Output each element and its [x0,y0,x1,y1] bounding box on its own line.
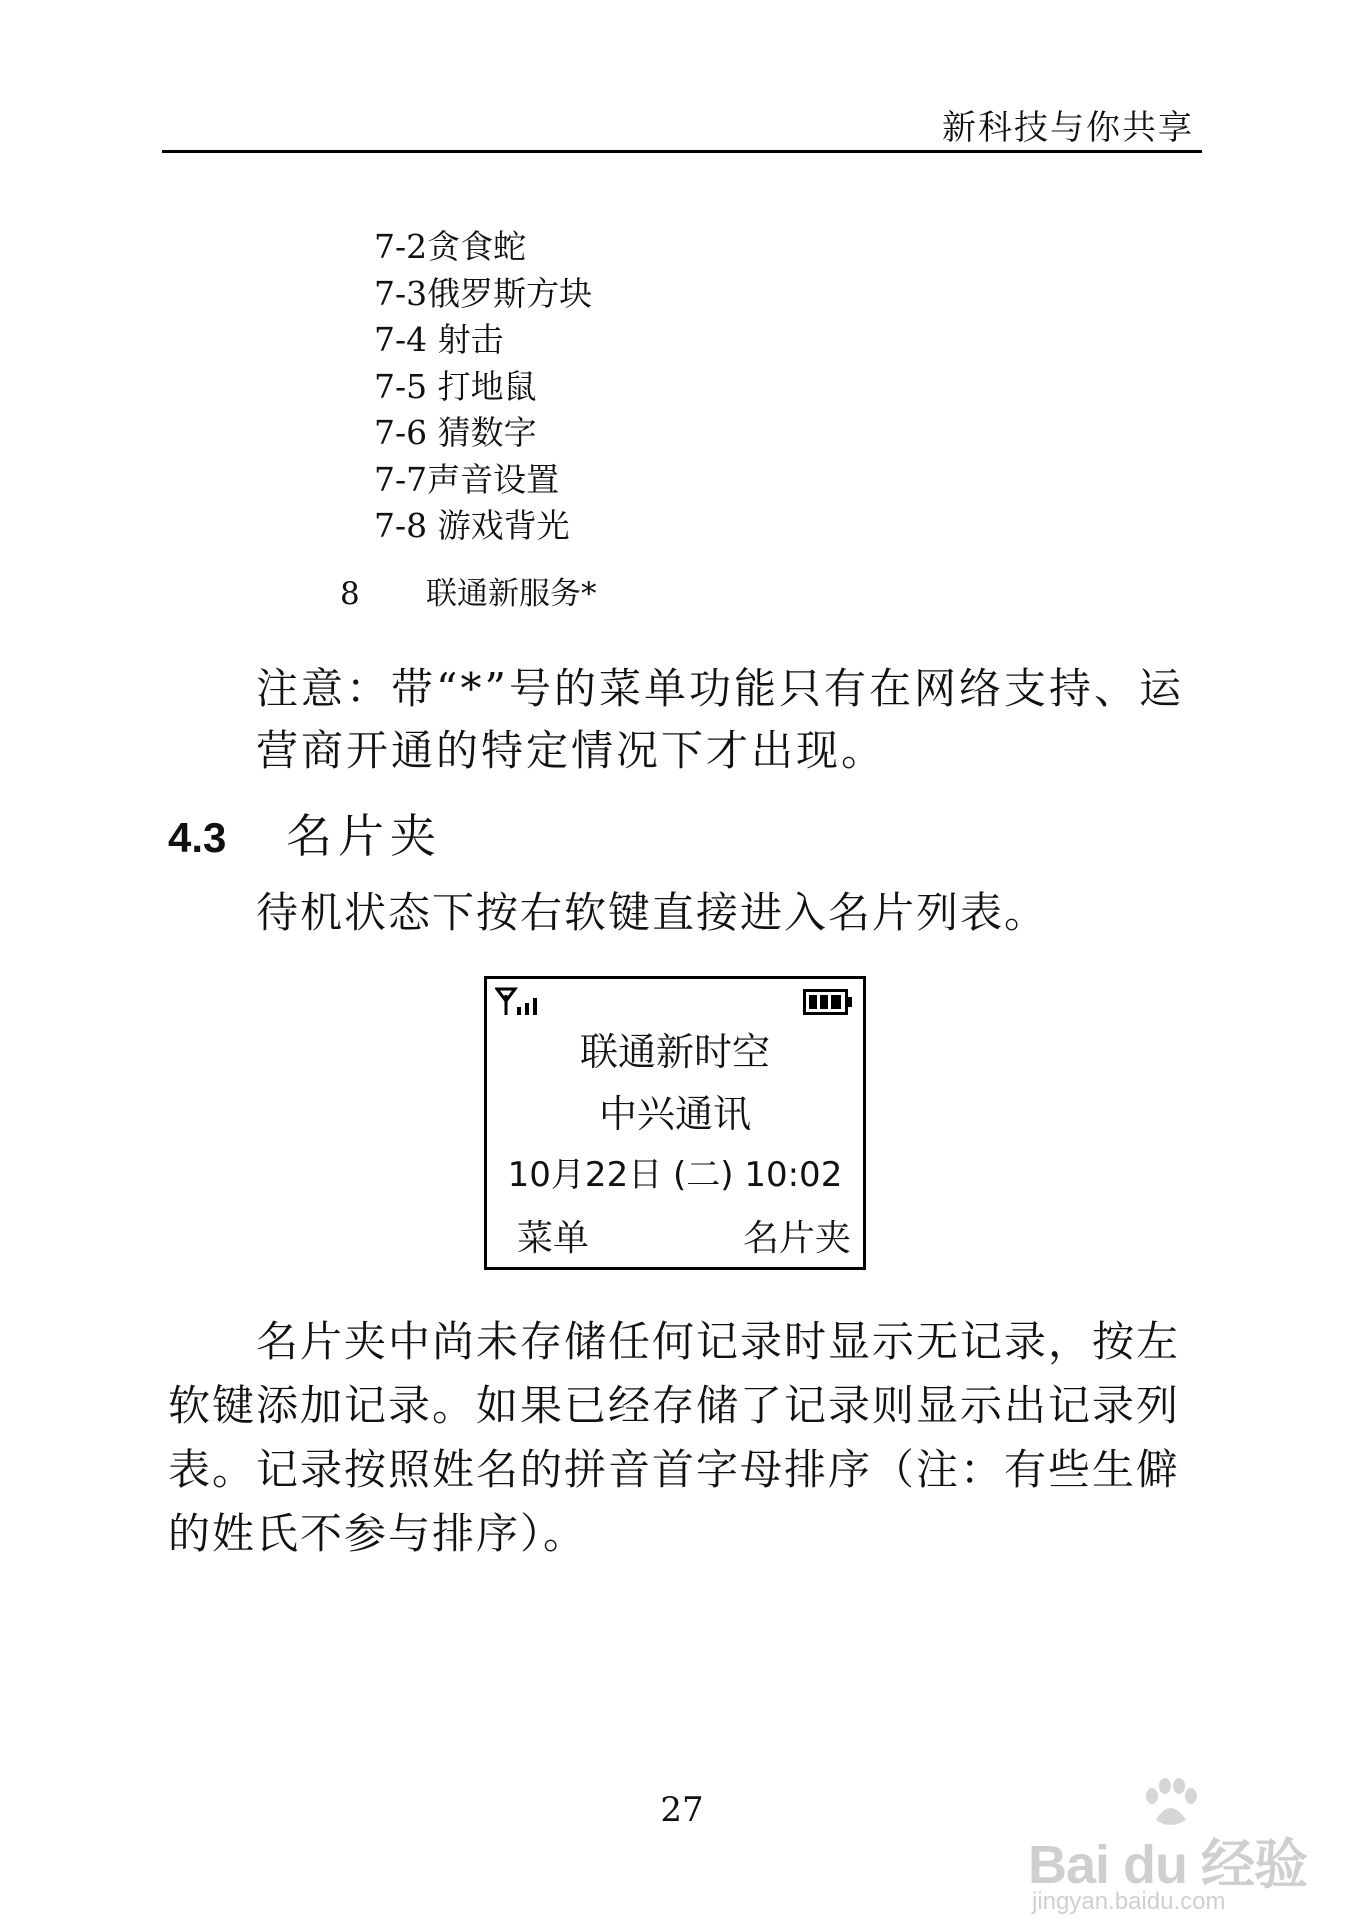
menu-item-8 [340,568,597,613]
screen-line-2: 中兴通讯 [598,1092,751,1136]
list-item: 7-8 游戏背光 [374,506,570,545]
watermark-url: jingyan.baidu.com [1032,1888,1226,1915]
phone-screen-figure [484,976,866,1270]
list-item: 7-7声音设置 [374,459,560,499]
section-heading [168,800,442,866]
battery-icon [803,989,853,1019]
screen-line-1: 联通新时空 [579,1030,770,1074]
signal-strength-icon [495,987,549,1021]
left-softkey-label: 菜单 [517,1218,590,1259]
section-title: 名片夹 [286,809,442,863]
list-item: 7-2贪食蛇 [374,227,527,266]
page-number: 27 [660,1790,704,1830]
header-title: 新科技与你共享 [942,108,1194,148]
body-paragraph-text: 名片夹中尚未存储任何记录时显示无记录，按左软键添加记录。如果已经存储了记录则显示出记录列表。记录按照姓名的拼音首字母排序（注：有些生僻的姓氏不参与排序）。 [168,1317,1181,1558]
menu-item-label: 联通新服务* [426,576,597,612]
list-item: 7-4 射击 [374,320,504,359]
baidu-watermark [1028,1778,1308,1918]
section-number: 4.3 [168,814,227,861]
menu-item-number: 8 [340,576,360,612]
list-item: 7-3俄罗斯方块 [374,273,593,313]
screen-datetime: 10月22日 (二) 10:02 [507,1155,843,1195]
intro-paragraph: 待机状态下按右软键直接进入名片列表。 [256,888,1049,937]
note-paragraph: 注意：带“*”号的菜单功能只有在网络支持、运营商开通的特定情况下才出现。 [256,664,1184,775]
list-item: 7-5 打地鼠 [374,366,537,406]
header-rule [162,150,1202,153]
menu-list [374,224,592,550]
body-paragraph [168,1310,1204,1566]
right-softkey-label: 名片夹 [742,1218,851,1259]
list-item: 7-6 猜数字 [374,413,537,452]
watermark-logo-text: Bai du 经验 [1028,1835,1308,1895]
